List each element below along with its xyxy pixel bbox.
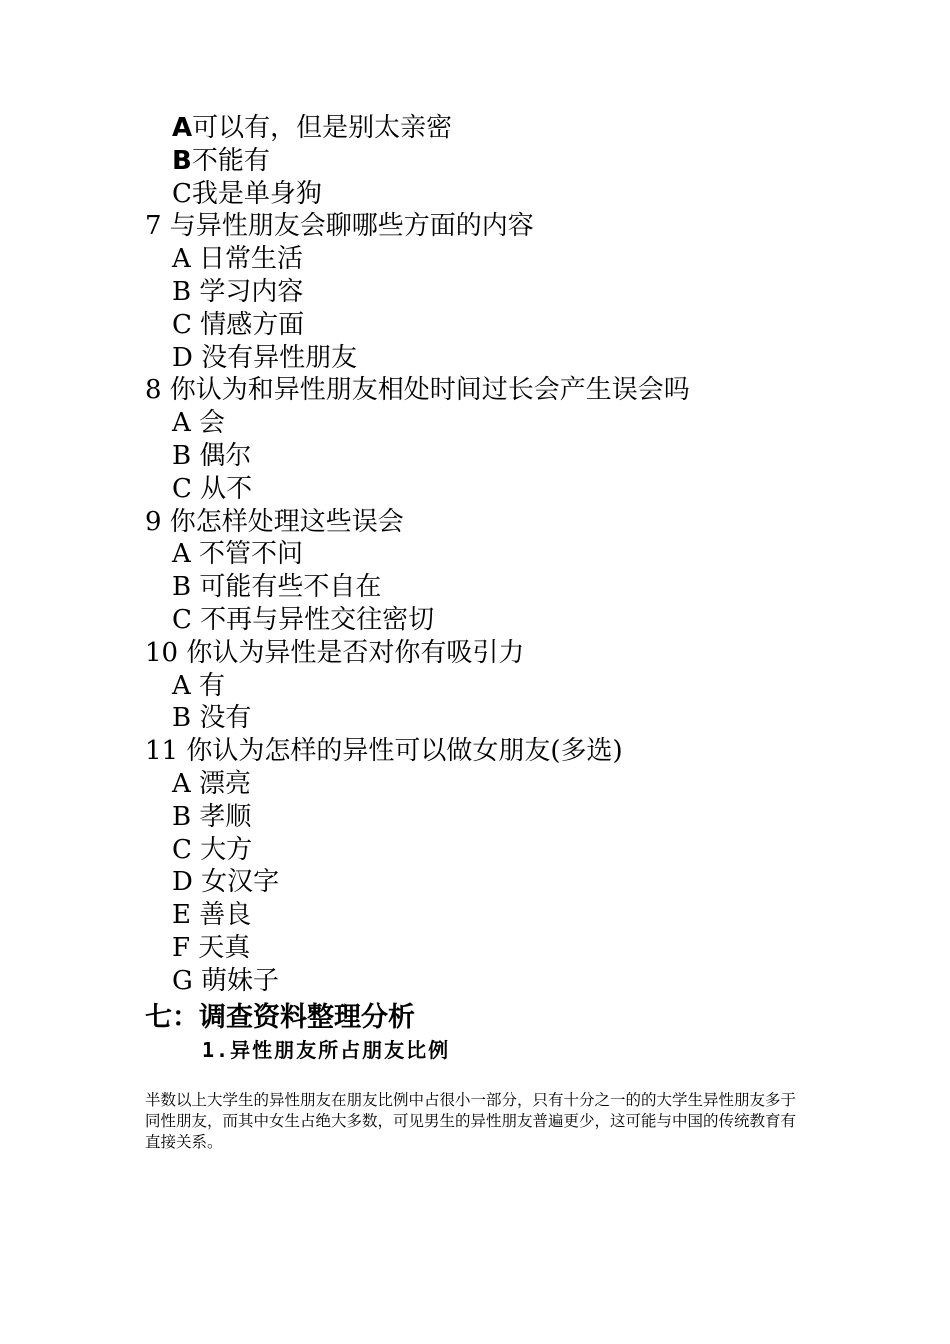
survey-questions: [145, 112, 865, 998]
q8-title: 8 你认为和异性朋友相处时间过长会产生误会吗: [145, 375, 690, 406]
q7-option-d: D 没有异性朋友: [172, 342, 358, 373]
q10-title: 10 你认为异性是否对你有吸引力: [145, 637, 525, 668]
q6-option-b: B不能有: [172, 145, 270, 176]
analysis-paragraph: 半数以上大学生的异性朋友在朋友比例中占很小一部分，只有十分之一的的大学生异性朋友多于同性朋友，而其中女生占绝大多数，可见男生的异性朋友普遍更少，这可能与中国的传统教育有直接关系。: [145, 1091, 797, 1151]
q11-option-e: E 善良: [172, 900, 252, 931]
q11-option-c: C 大方: [172, 834, 253, 865]
q7-option-b: B 学习内容: [172, 276, 304, 307]
q8-option-c: C 从不: [172, 473, 253, 504]
q10-option-a: A 有: [172, 670, 226, 701]
section-heading: 七：调查资料整理分析: [145, 1002, 415, 1033]
q7-title: 7 与异性朋友会聊哪些方面的内容: [145, 211, 534, 242]
q11-option-a: A 漂亮: [172, 768, 252, 799]
q11-option-b: B 孝顺: [172, 801, 252, 832]
q11-option-f: F 天真: [172, 932, 251, 963]
q7-option-c: C 情感方面: [172, 309, 305, 340]
q11-title: 11 你认为怎样的异性可以做女朋友(多选): [145, 736, 623, 767]
q10-option-b: B 没有: [172, 703, 252, 734]
q11-option-g: G 萌妹子: [172, 965, 280, 996]
q6-option-c: C我是单身狗: [172, 178, 322, 209]
q8-option-a: A 会: [172, 408, 226, 439]
q9-option-a: A 不管不问: [172, 539, 304, 570]
q7-option-a: A 日常生活: [172, 244, 304, 275]
q8-option-b: B 偶尔: [172, 440, 252, 471]
q9-title: 9 你怎样处理这些误会: [145, 506, 404, 537]
q9-option-c: C 不再与异性交往密切: [172, 604, 435, 635]
q11-option-d: D 女汉字: [172, 867, 280, 898]
section-subheading: 1.异性朋友所占朋友比例: [202, 1038, 451, 1062]
q9-option-b: B 可能有些不自在: [172, 572, 382, 603]
q6-option-a: A可以有，但是别太亲密: [172, 113, 453, 143]
